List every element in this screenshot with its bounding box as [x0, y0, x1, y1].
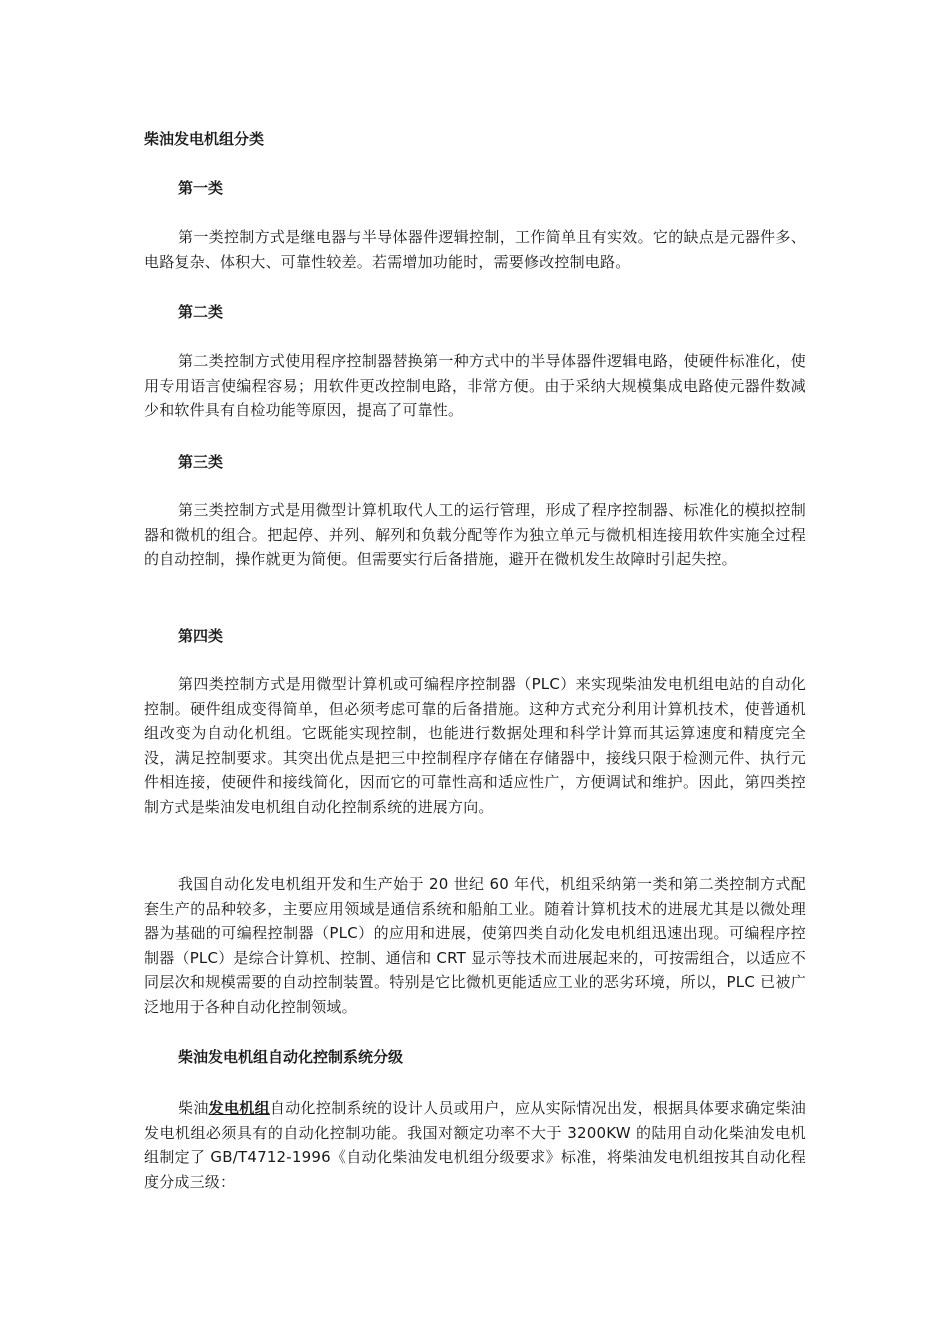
generator-set-link[interactable]: 发电机组 — [208, 1099, 270, 1117]
grading-text-after-link: 自动化控制系统的设计人员或用户，应从实际情况出发，根据具体要求确定柴油发电机组必须具有的自动化控制功能。我国对额定功率不大于 3200KW 的陆用自动化柴油发电机组制定了 GB/T4712-1996《自动化柴油发电机组分级要求》标准，将柴油发电机组按其自动化程度分成三级： — [144, 1099, 806, 1191]
section-paragraph-1: 第一类控制方式是继电器与半导体器件逻辑控制，工作简单且有实效。它的缺点是元器件多、电路复杂、体积大、可靠性较差。若需增加功能时，需要修改控制电路。 — [144, 228, 806, 271]
section-paragraph-3: 第三类控制方式是用微型计算机取代人工的运行管理，形成了程序控制器、标准化的模拟控制器和微机的组合。把起停、并列、解列和负载分配等作为独立单元与微机相连接用软件实施全过程的自动控制，操作就更为简便。但需要实行后备措施，避开在微机发生故障时引起失控。 — [144, 501, 806, 568]
grading-paragraph — [144, 1096, 806, 1194]
section-paragraph-2: 第二类控制方式使用程序控制器替换第一种方式中的半导体器件逻辑电路，使硬件标准化，使用专用语言使编程容易；用软件更改控制电路，非常方便。由于采纳大规模集成电路使元器件数减少和软件具有自检功能等原因，提高了可靠性。 — [144, 352, 806, 419]
section-heading-2: 第二类 — [178, 303, 224, 321]
history-paragraph: 我国自动化发电机组开发和生产始于 20 世纪 60 年代，机组采纳第一类和第二类控制方式配套生产的品种较多，主要应用领域是通信系统和船舶工业。随着计算机技术的进展尤其是以微处理器为基础的可编程控制器（PLC）的应用和进展，使第四类自动化发电机组迅速出现。可编程序控制器（PLC）是综合计算机、控制、通信和 CRT 显示等技术而进展起来的，可按需组合，以适应不同层次和规模需要的自动控制装置。特别是它比微机更能适应工业的恶劣环境，所以，PLC 已被广泛地用于各种自动化控制领域。 — [144, 875, 806, 1016]
section-paragraph-4: 第四类控制方式是用微型计算机或可编程序控制器（PLC）来实现柴油发电机组电站的自动化控制。硬件组成变得简单，但必须考虑可靠的后备措施。这种方式充分利用计算机技术，使普通机组改变为自动化机组。它既能实现控制，也能进行数据处理和科学计算而其运算速度和精度完全没，满足控制要求。其突出优点是把三中控制程序存储在存储器中，接线只限于检测元件、执行元件相连接，使硬件和接线简化，因而它的可靠性高和适应性广，方便调试和维护。因此，第四类控制方式是柴油发电机组自动化控制系统的进展方向。 — [144, 675, 806, 816]
grading-text-before-link: 柴油 — [178, 1099, 209, 1117]
section-heading-4: 第四类 — [178, 627, 224, 645]
document-title: 柴油发电机组分类 — [144, 130, 265, 148]
section-heading-1: 第一类 — [178, 179, 224, 197]
grading-heading: 柴油发电机组自动化控制系统分级 — [178, 1048, 404, 1066]
section-heading-3: 第三类 — [178, 453, 224, 471]
